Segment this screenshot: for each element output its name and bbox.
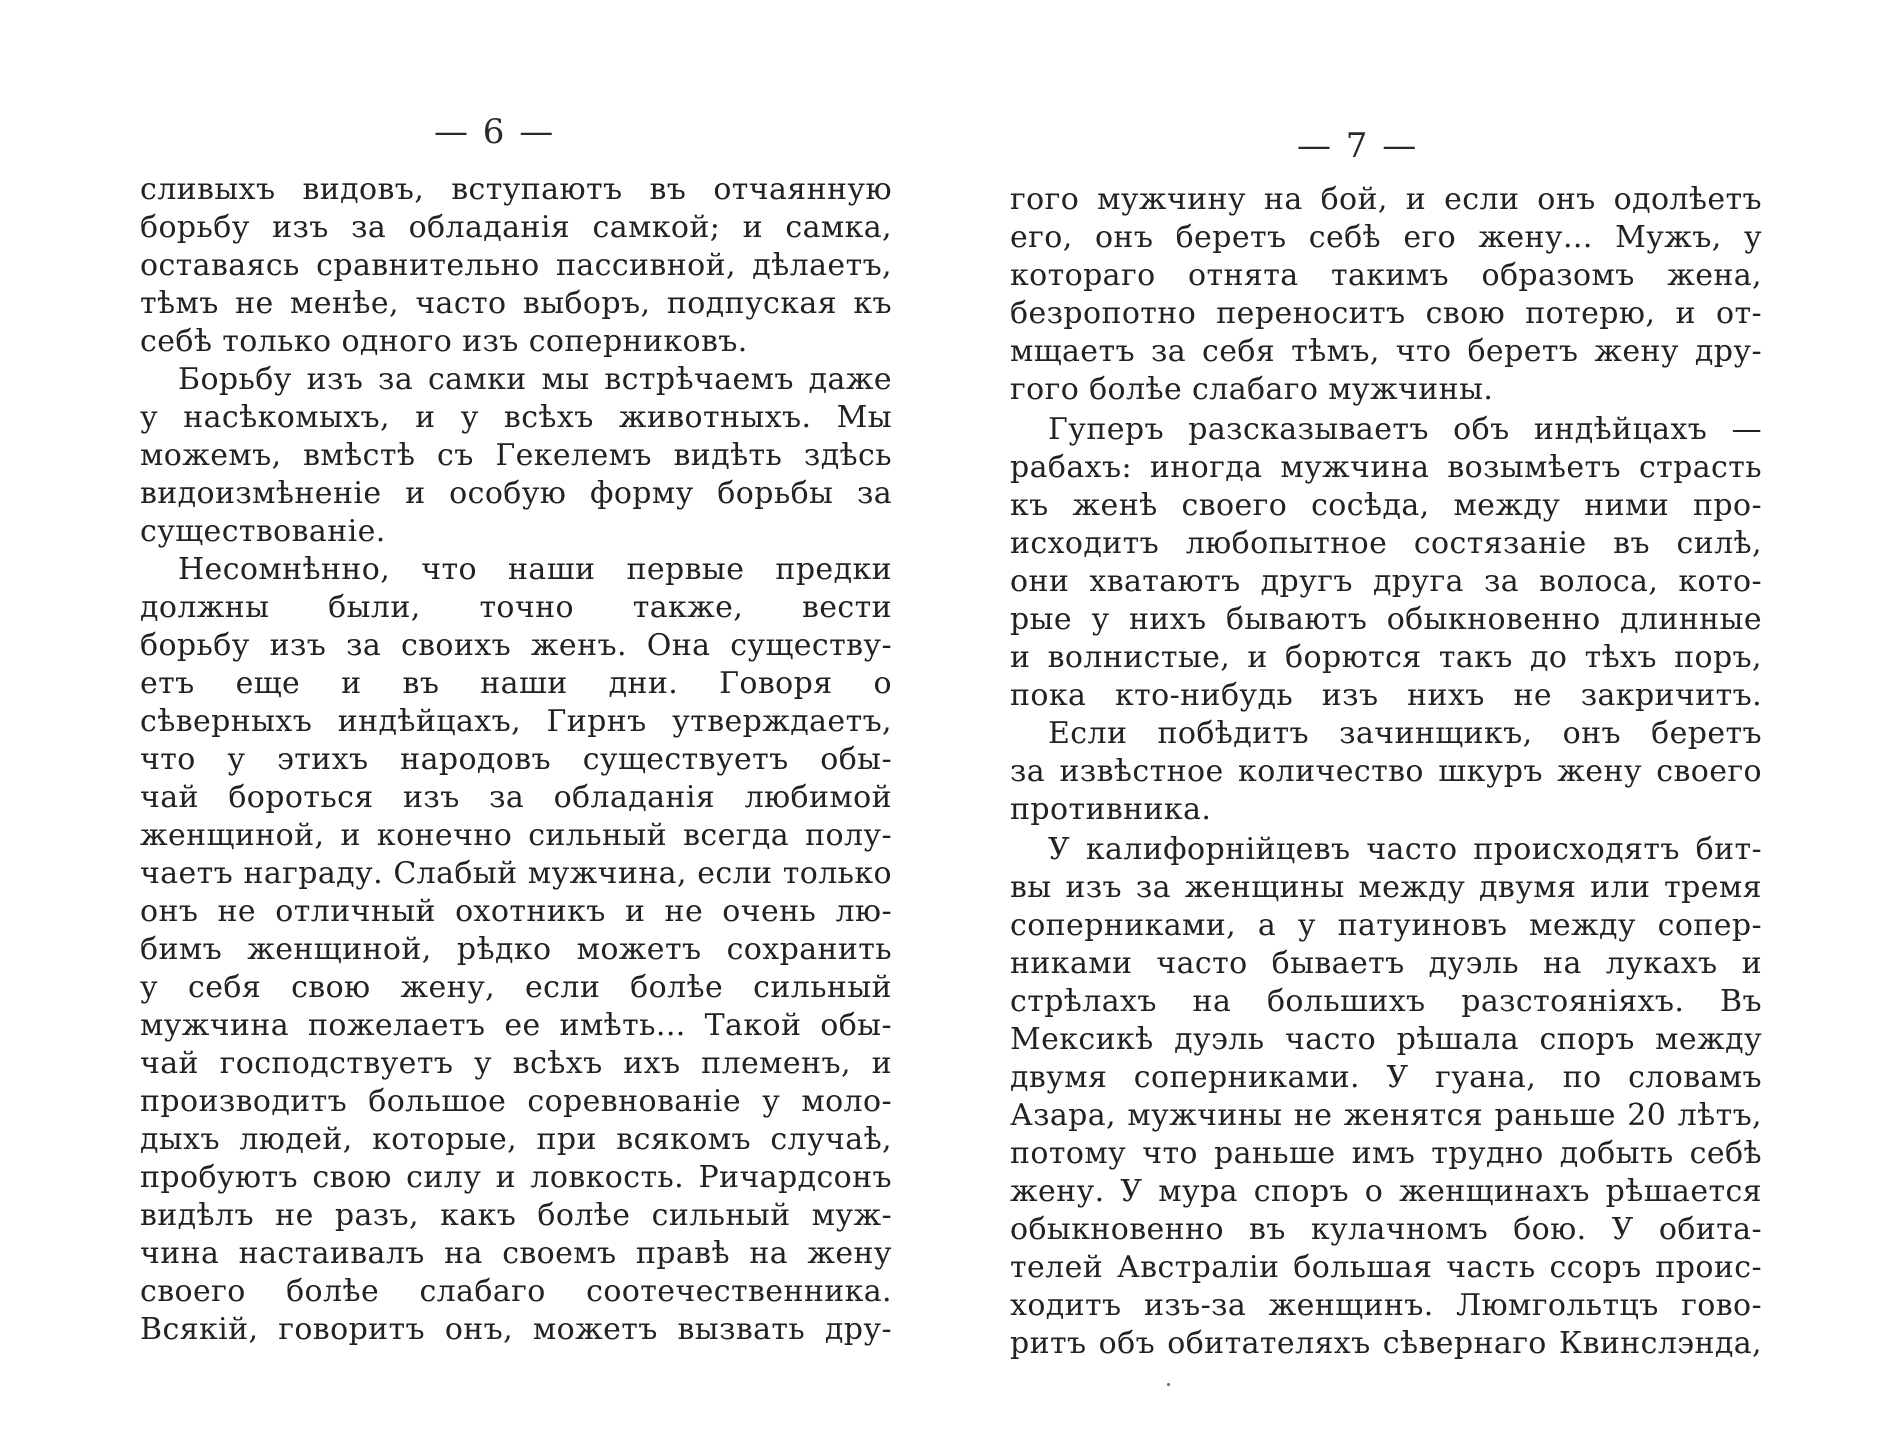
print-speck — [1167, 1383, 1170, 1386]
text-line: Несомнѣнно, что наши первые предки — [178, 552, 892, 587]
text-line: бимъ женщиной, рѣдко можетъ сохранить — [140, 932, 892, 967]
text-line: потому что раньше имъ трудно добыть себѣ — [1010, 1136, 1762, 1171]
text-line: должны были, точно также, вести — [140, 590, 892, 625]
text-line: дыхъ людей, которые, при всякомъ случаѣ, — [140, 1122, 892, 1157]
text-line: никами часто бываетъ дуэль на лукахъ и — [1010, 946, 1762, 981]
text-line: сливыхъ видовъ, вступаютъ въ отчаянную — [140, 172, 892, 207]
text-line: У калифорнійцевъ часто происходятъ бит- — [1048, 832, 1762, 867]
text-line: гого болѣе слабаго мужчины. — [1010, 372, 1494, 407]
text-line: противника. — [1010, 792, 1212, 827]
text-line: мужчина пожелаетъ ее имѣть... Такой обы- — [140, 1008, 892, 1043]
text-line: Если побѣдитъ зачинщикъ, онъ беретъ — [1048, 716, 1762, 751]
text-line: себѣ только одного изъ соперниковъ. — [140, 324, 748, 359]
text-line: что у этихъ народовъ существуетъ обы- — [140, 742, 892, 777]
text-line: соперниками, а у патуиновъ между сопер- — [1010, 908, 1762, 943]
text-line: котораго отнята такимъ образомъ жена, — [1010, 258, 1762, 293]
text-line: стрѣлахъ на большихъ разстояніяхъ. Въ — [1010, 984, 1762, 1019]
text-line: видѣлъ не разъ, какъ болѣе сильный муж- — [140, 1198, 892, 1233]
text-line: гого мужчину на бой, и если онъ одолѣетъ — [1010, 182, 1762, 217]
text-line: ритъ объ обитателяхъ сѣвернаго Квинслэнда, — [1010, 1326, 1762, 1361]
text-line: видоизмѣненіе и особую форму борьбы за — [140, 476, 892, 511]
text-line: жену. У мура споръ о женщинахъ рѣшается — [1010, 1174, 1762, 1209]
text-line: они хватаютъ другъ друга за волоса, кото- — [1010, 564, 1762, 599]
text-line: рые у нихъ бываютъ обыкновенно длинные — [1010, 602, 1762, 637]
text-line: борьбу изъ за своихъ женъ. Она существу- — [140, 628, 892, 663]
text-line: Всякій, говоритъ онъ, можетъ вызвать дру- — [140, 1312, 892, 1347]
text-line: существованіе. — [140, 514, 386, 549]
text-line: Гуперъ разсказываетъ объ индѣйцахъ — — [1048, 412, 1762, 447]
text-line: обыкновенно въ кулачномъ бою. У обита- — [1010, 1212, 1762, 1247]
text-line: безропотно переноситъ свою потерю, и от- — [1010, 296, 1762, 331]
text-line: чай господствуетъ у всѣхъ ихъ племенъ, и — [140, 1046, 892, 1081]
right-page — [942, 0, 1884, 1440]
text-line: женщиной, и конечно сильный всегда полу- — [140, 818, 892, 853]
text-line: за извѣстное количество шкуръ жену своего — [1010, 754, 1762, 789]
text-line: пока кто-нибудь изъ нихъ не закричитъ. — [1010, 678, 1762, 713]
text-line: къ женѣ своего сосѣда, между ними про- — [1010, 488, 1762, 523]
text-line: у насѣкомыхъ, и у всѣхъ животныхъ. Мы — [140, 400, 892, 435]
text-line: и волнистые, и борются такъ до тѣхъ поръ, — [1010, 640, 1762, 675]
text-line: сѣверныхъ индѣйцахъ, Гирнъ утверждаетъ, — [140, 704, 892, 739]
page-number: — 7 — — [1297, 126, 1419, 166]
text-line: Мексикѣ дуэль часто рѣшала споръ между — [1010, 1022, 1762, 1057]
text-line: исходитъ любопытное состязаніе въ силѣ, — [1010, 526, 1762, 561]
text-line: етъ еще и въ наши дни. Говоря о — [140, 666, 892, 701]
text-line: оставаясь сравнительно пассивной, дѣлаетъ, — [140, 248, 892, 283]
text-line: рабахъ: иногда мужчина возымѣетъ страсть — [1010, 450, 1762, 485]
text-line: своего болѣе слабаго соотечественника. — [140, 1274, 892, 1309]
text-line: у себя свою жену, если болѣе сильный — [140, 970, 892, 1005]
text-line: телей Австраліи большая часть ссоръ проис- — [1010, 1250, 1762, 1285]
text-line: пробуютъ свою силу и ловкость. Ричардсонъ — [140, 1160, 892, 1195]
text-line: тѣмъ не менѣе, часто выборъ, подпуская къ — [140, 286, 892, 321]
text-line: Азара, мужчины не женятся раньше 20 лѣтъ, — [1010, 1098, 1762, 1133]
text-line: его, онъ беретъ себѣ его жену... Мужъ, у — [1010, 220, 1762, 255]
text-line: двумя соперниками. У гуана, по словамъ — [1010, 1060, 1762, 1095]
text-line: онъ не отличный охотникъ и не очень лю- — [140, 894, 892, 929]
page-number: — 6 — — [434, 112, 556, 152]
text-line: чаетъ награду. Слабый мужчина, если только — [140, 856, 892, 891]
text-line: чина настаивалъ на своемъ правѣ на жену — [140, 1236, 892, 1271]
text-line: чай бороться изъ за обладанія любимой — [140, 780, 892, 815]
text-line: вы изъ за женщины между двумя или тремя — [1010, 870, 1762, 905]
text-line: борьбу изъ за обладанія самкой; и самка, — [140, 210, 892, 245]
text-line: Борьбу изъ за самки мы встрѣчаемъ даже — [178, 362, 892, 397]
text-line: ходитъ изъ-за женщинъ. Люмгольтцъ гово- — [1010, 1288, 1762, 1323]
text-line: можемъ, вмѣстѣ съ Гекелемъ видѣть здѣсь — [140, 438, 892, 473]
text-line: мщаетъ за себя тѣмъ, что беретъ жену дру- — [1010, 334, 1762, 369]
text-line: производитъ большое соревнованіе у моло- — [140, 1084, 892, 1119]
